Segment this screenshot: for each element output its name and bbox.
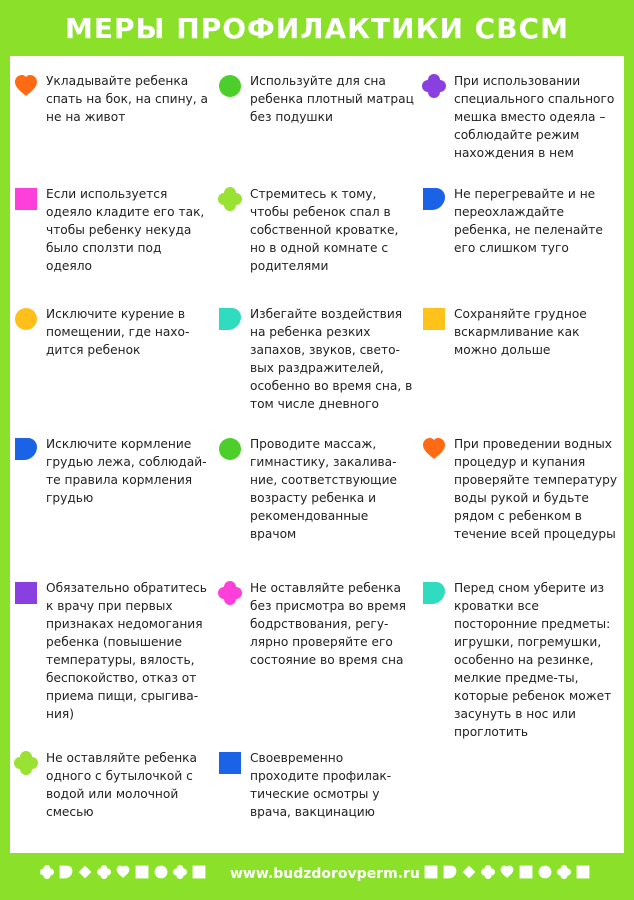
square-icon: [14, 581, 38, 605]
square-icon: [192, 865, 206, 879]
tip-card: [218, 749, 416, 852]
leaf-icon: [218, 307, 242, 331]
tip-text: Не оставляйте ребенка без присмотра во время бодрствования, регу-лярно проверяйте его состояние во время сна: [250, 581, 406, 667]
tip-card: [422, 72, 620, 185]
circle-icon: [154, 865, 168, 879]
tip-text: Используйте для сна ребенка плотный матрац без подушки: [250, 74, 414, 124]
clover-icon: [40, 865, 54, 879]
tip-text: Укладывайте ребенка спать на бок, на спину, а не на живот: [46, 74, 208, 124]
tip-card: [422, 185, 620, 305]
prevention-grid: [14, 72, 620, 852]
circle-icon: [538, 865, 552, 879]
footer-banner: [0, 853, 634, 900]
square-icon: [135, 865, 149, 879]
clover-icon: [422, 74, 446, 98]
square-icon: [14, 187, 38, 211]
circle-icon: [218, 437, 242, 461]
tip-text: При проведении водных процедур и купания проверяйте температуру воды рукой и будьте рядом с ребенком в течение всей процедуры: [454, 437, 618, 541]
heart-icon: [14, 74, 38, 98]
clover-icon: [14, 751, 38, 775]
tip-text: Не оставляйте ребенка одного с бутылочкой с водой или молочной смесью: [46, 751, 198, 819]
clover-icon: [481, 865, 495, 879]
clover-icon: [557, 865, 571, 879]
tip-card: [422, 305, 620, 435]
tip-text: Не перегревайте и не переохлаждайте ребенка, не пеленайте его слишком туго: [454, 187, 603, 255]
header-banner: [0, 0, 634, 56]
tip-card: [14, 185, 212, 305]
tip-card: [14, 749, 212, 852]
footer-icons-left: [40, 865, 206, 879]
diamond-icon: [78, 865, 92, 879]
leaf-icon: [59, 865, 73, 879]
clover-icon: [173, 865, 187, 879]
tip-text: При использовании специального спального мешка вместо одеяла – соблюдайте режим нахождения в нем: [454, 74, 615, 160]
leaf-icon: [422, 187, 446, 211]
page-title: МЕРЫ ПРОФИЛАКТИКИ СВСМ: [65, 11, 569, 45]
tip-card: [422, 435, 620, 579]
clover-icon: [218, 581, 242, 605]
square-icon: [519, 865, 533, 879]
diamond-icon: [462, 865, 476, 879]
tip-card: [218, 72, 416, 185]
heart-icon: [422, 437, 446, 461]
clover-icon: [218, 187, 242, 211]
tip-text: Исключите кормление грудью лежа, соблюдай-те правила кормления грудью: [46, 437, 207, 505]
tip-card: [14, 435, 212, 579]
tip-text: Сохраняйте грудное вскармливание как можно дольше: [454, 307, 587, 357]
square-icon: [218, 751, 242, 775]
tip-card: [218, 185, 416, 305]
leaf-icon: [14, 437, 38, 461]
tip-card: [422, 579, 620, 749]
square-icon: [422, 307, 446, 331]
square-icon: [424, 865, 438, 879]
clover-icon: [97, 865, 111, 879]
circle-icon: [218, 74, 242, 98]
tip-card: [218, 435, 416, 579]
footer-icons-right: [424, 865, 590, 879]
tip-text: Обязательно обратитесь к врачу при первых признаках недомогания ребенка (повышение температуры, вялость, беспокойство, отказ от приема пищи, срыгива-ния): [46, 581, 207, 721]
tip-text: Стремитесь к тому, чтобы ребенок спал в собственной кроватке, но в одной комнате с родителями: [250, 187, 399, 273]
tip-card: [14, 579, 212, 749]
tip-card: [14, 305, 212, 435]
tip-text: Перед сном уберите из кроватки все посторонние предметы: игрушки, погремушки, особенно на резинке, мелкие предме-ты, которые ребенок может засунуть в нос или проглотить: [454, 581, 612, 739]
tip-text: Избегайте воздействия на ребенка резких запахов, звуков, свето-вых раздражителей, особенно во время сна, в том числе дневного: [250, 307, 413, 411]
leaf-icon: [422, 581, 446, 605]
website-url[interactable]: www.budzdorovperm.ru: [230, 866, 420, 882]
tip-card: [218, 305, 416, 435]
heart-icon: [116, 865, 130, 879]
leaf-icon: [443, 865, 457, 879]
tip-card: [218, 579, 416, 749]
tip-text: Если используется одеяло кладите его так, чтобы ребенку некуда было сползти под одеяло: [46, 187, 205, 273]
tip-text: Исключите курение в помещении, где нахо-дится ребенок: [46, 307, 190, 357]
circle-icon: [14, 307, 38, 331]
square-icon: [576, 865, 590, 879]
heart-icon: [500, 865, 514, 879]
tip-text: Своевременно проходите профилак-тические осмотры у врача, вакцинацию: [250, 751, 392, 819]
tip-text: Проводите массаж, гимнастику, закалива-ние, соответствующие возрасту ребенка и рекомендованные врачом: [250, 437, 397, 541]
tip-card: [14, 72, 212, 185]
